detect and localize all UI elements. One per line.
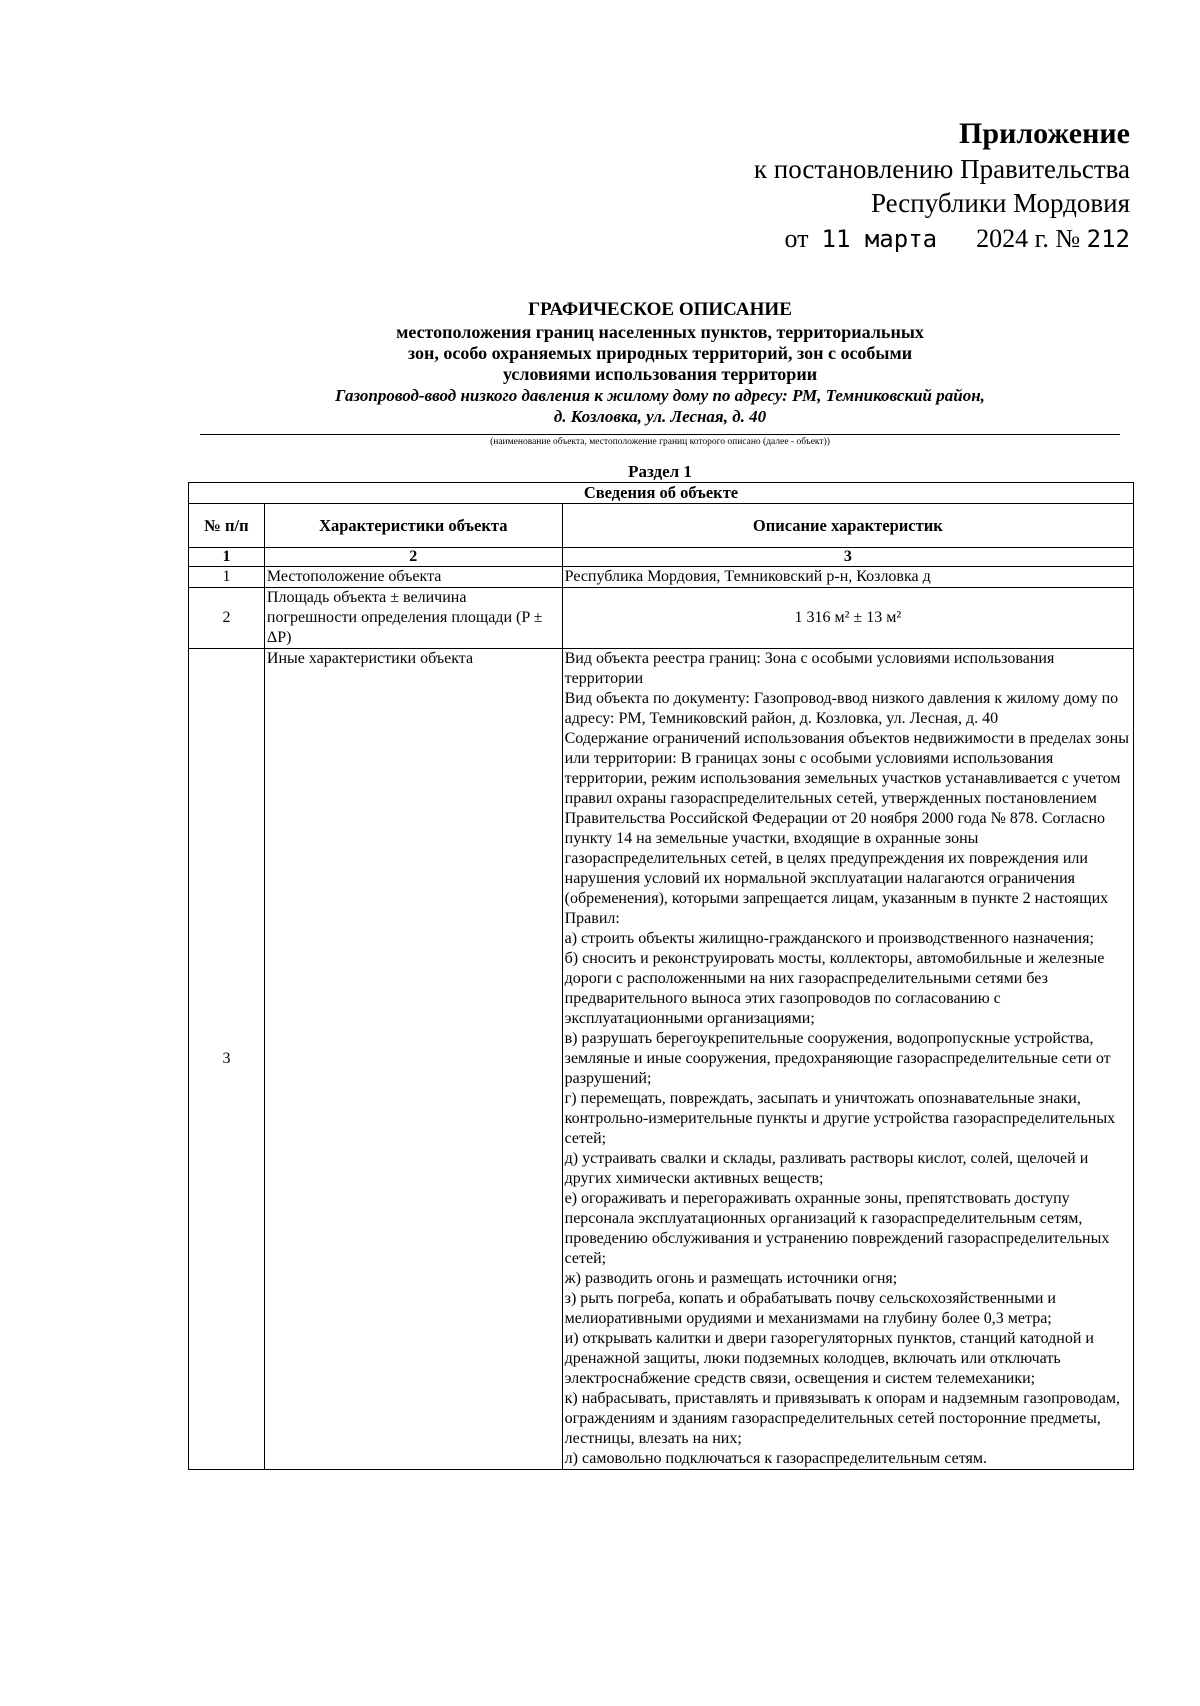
date-year: 2024 г. №: [976, 224, 1081, 253]
description-paragraph: Содержание ограничений использования объектов недвижимости в пределах зоны или территории: В границах зоны с особыми условиями использования территории, режим использования земельных участков устанавливается с учетом правил охраны газораспределительных сетей, утвержденных постановлением Правительства Российской Федерации от 20 ноября 2000 года № 878. Согласно пункту 14 на земельные участки, входящие в охранные зоны газораспределительных сетей, в целях предупреждения их повреждения или нарушения условий их нормальной эксплуатации налагаются ограничения (обременения), которыми запрещается лицам, указанным в пункте 2 настоящих Правил:: [564, 730, 1129, 927]
heading-subtitle-2: зон, особо охраняемых природных территорий, зон с особыми: [407, 343, 913, 363]
section-title: Раздел 1: [628, 462, 692, 481]
object-underline: [200, 434, 1120, 435]
restriction-item: в) разрушать берегоукрепительные сооружения, водопропускные устройства, земляные и иные сооружения, предохраняющие газораспределительные сети от разрушений;: [564, 1030, 1111, 1087]
object-name-2: д. Козловка, ул. Лесная, д. 40: [553, 407, 767, 426]
restriction-item: г) перемещать, повреждать, засыпать и уничтожать опознавательные знаки, контрольно-измерительные пункты и другие устройства газораспределительных сетей;: [564, 1090, 1116, 1147]
table-caption: Сведения об объекте: [189, 483, 1134, 504]
object-caption: (наименование объекта, местоположение границ которого описано (далее - объект)): [490, 437, 830, 447]
table-row: [189, 649, 1134, 1470]
document-heading: [200, 298, 1120, 427]
appendix-title: Приложение: [959, 117, 1130, 150]
restriction-item: з) рыть погреба, копать и обрабатывать почву сельскохозяйственными и мелиоративными орудиями и механизмами на глубину более 0,3 метра;: [564, 1290, 1056, 1327]
row-3-characteristic: Иные характеристики объекта: [264, 649, 562, 1470]
heading-title: ГРАФИЧЕСКОЕ ОПИСАНИЕ: [528, 299, 792, 320]
description-paragraph: Вид объекта реестра границ: Зона с особыми условиями использования территории: [564, 650, 1055, 687]
row-3-description: [562, 649, 1133, 1470]
restriction-item: д) устраивать свалки и склады, разливать растворы кислот, солей, щелочей и других химически активных веществ;: [564, 1150, 1089, 1187]
restriction-item: а) строить объекты жилищно-гражданского и производственного назначения;: [564, 930, 1094, 947]
object-name-1: Газопровод-ввод низкого давления к жилому дому по адресу: РМ, Темниковский район,: [335, 386, 985, 405]
column-header-number: № п/п: [189, 504, 265, 548]
column-number-1: 1: [189, 548, 265, 567]
date-prefix: от: [784, 224, 809, 253]
appendix-block: [530, 116, 1130, 256]
heading-subtitle-3: условиями использования территории: [502, 364, 818, 384]
restriction-item: л) самовольно подключаться к газораспределительным сетям.: [564, 1450, 987, 1467]
column-number-3: 3: [562, 548, 1133, 567]
appendix-line-2: Республики Мордовия: [870, 188, 1130, 218]
heading-subtitle-1: местоположения границ населенных пунктов, территориальных: [396, 322, 924, 342]
restriction-item: ж) разводить огонь и размещать источники огня;: [564, 1270, 898, 1287]
column-header-characteristic: Характеристики объекта: [264, 504, 562, 548]
restriction-item: б) сносить и реконструировать мосты, коллекторы, автомобильные и железные дороги с расположенными на них газораспределительными сетями без предварительного выноса этих газопроводов по согласованию с эксплуатационными организациями;: [564, 950, 1105, 1027]
column-header-description: Описание характеристик: [562, 504, 1133, 548]
document-number: 212: [1086, 225, 1130, 253]
table-row: [189, 567, 1134, 588]
restriction-item: к) набрасывать, приставлять и привязывать к опорам и надземным газопроводам, ограждениям и зданиям газораспределительных сетей посторонние предметы, лестницы, влезать на них;: [564, 1390, 1120, 1447]
row-3-number: 3: [189, 649, 265, 1470]
description-paragraph: Вид объекта по документу: Газопровод-ввод низкого давления к жилому дому по адресу: РМ, Темниковский район, д. Козловка, ул. Лесная, д. 40: [564, 690, 1119, 727]
row-1-description: Республика Мордовия, Темниковский р-н, Козловка д: [562, 567, 1133, 588]
appendix-date-line: [530, 222, 1130, 256]
restriction-item: е) огораживать и перегораживать охранные зоны, препятствовать доступу персонала эксплуатационных организаций к газораспределительным сетям, проведению обслуживания и устранению повреждений газораспределительных сетей;: [564, 1190, 1110, 1267]
row-2-number: 2: [189, 588, 265, 649]
row-2-characteristic: Площадь объекта ± величина погрешности определения площади (P ± ΔP): [264, 588, 562, 649]
appendix-line-1: к постановлению Правительства: [753, 154, 1130, 184]
column-number-2: 2: [264, 548, 562, 567]
date-day-month: 11 марта: [821, 225, 938, 253]
row-1-characteristic: Местоположение объекта: [264, 567, 562, 588]
object-info-table: [188, 482, 1134, 1470]
table-row: [189, 588, 1134, 649]
row-1-number: 1: [189, 567, 265, 588]
restriction-item: и) открывать калитки и двери газорегуляторных пунктов, станций катодной и дренажной защиты, люки подземных колодцев, включать или отключать электроснабжение средств связи, освещения и систем телемеханики;: [564, 1330, 1094, 1387]
row-2-description: 1 316 м² ± 13 м²: [562, 588, 1133, 649]
